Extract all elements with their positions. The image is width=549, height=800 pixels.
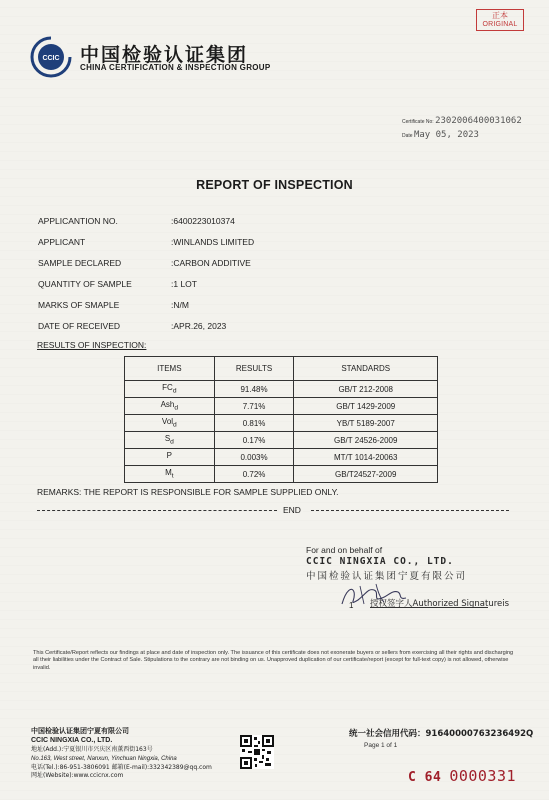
footer-website: 网址(Website):www.ccicnx.com: [31, 772, 124, 780]
signature-block: [306, 545, 467, 582]
standard-cell: MT/T 1014-20063: [294, 449, 438, 466]
report-title: REPORT OF INSPECTION: [196, 178, 353, 192]
logo-text: CCIC: [42, 55, 60, 62]
results-table: [124, 356, 438, 483]
item-subscript: t: [171, 472, 174, 480]
item-subscript: d: [170, 438, 174, 446]
result-cell: 0.17%: [214, 432, 294, 449]
original-stamp-en: ORIGINAL: [482, 21, 518, 28]
item-subscript: d: [173, 421, 177, 429]
item-cell: [125, 398, 215, 415]
results-header-row: [125, 357, 438, 381]
item-name: Ash: [160, 400, 175, 410]
field-value-sample-declared: :CARBON ADDITIVE: [171, 258, 251, 268]
original-stamp-zh: 正本: [492, 11, 508, 20]
field-label-date-received: DATE OF RECEIVED: [38, 321, 121, 331]
footer-name-zh: 中国检验认证集团宁夏有限公司: [31, 727, 129, 735]
authorized-signature-label: 授权签字人Authorized Signatureis: [370, 599, 510, 609]
field-value-applicant: :WINLANDS LIMITED: [171, 237, 255, 247]
standard-cell: GB/T 212-2008: [294, 381, 438, 398]
serial-number: [408, 767, 516, 785]
certificate-number-value: 2302006400031062: [435, 116, 522, 126]
signature-mark: 1: [349, 601, 354, 610]
certificate-number: [402, 116, 522, 126]
field-value-marks: :N/M: [171, 300, 189, 310]
table-row: [125, 398, 438, 415]
item-name: P: [166, 451, 172, 461]
footer-address-zh: 地址(Add.):宁夏银川市兴庆区南薰西街163号: [31, 746, 153, 754]
item-cell: [125, 466, 215, 483]
standard-cell: YB/T 5189-2007: [294, 415, 438, 432]
footer-contact: 电话(Tel.):86-951-3806091 邮箱(E-mail):332342389@qq.com: [31, 763, 212, 771]
table-row: [125, 449, 438, 466]
ccic-logo-icon: [30, 36, 72, 78]
field-value-application-no: :6400223010374: [171, 216, 235, 226]
results-heading: RESULTS OF INSPECTION:: [37, 340, 147, 350]
field-label-marks: MARKS OF SMAPLE: [38, 300, 120, 310]
item-name: M: [165, 468, 172, 478]
item-cell: [125, 415, 215, 432]
result-cell: 7.71%: [214, 398, 294, 415]
result-cell: 91.48%: [214, 381, 294, 398]
end-dash-right: [311, 510, 509, 511]
header-items: ITEMS: [125, 357, 215, 381]
table-row: [125, 466, 438, 483]
page-indicator: Page 1 of 1: [364, 742, 398, 749]
end-dash-left: [37, 510, 277, 511]
standard-cell: GB/T 24526-2009: [294, 432, 438, 449]
serial-prefix: C 64: [408, 770, 442, 785]
standard-cell: GB/T 1429-2009: [294, 398, 438, 415]
footer-company-info: [31, 726, 212, 781]
brand-name-en: CHINA CERTIFICATION & INSPECTION GROUP: [80, 63, 271, 72]
serial-value: 0000331: [449, 767, 517, 785]
company-name-en: CCIC NINGXIA CO., LTD.: [306, 556, 454, 567]
on-behalf-text: For and on behalf of: [306, 545, 383, 555]
end-separator: [37, 505, 509, 515]
table-row: [125, 381, 438, 398]
company-name-zh: 中国检验认证集团宁夏有限公司: [306, 571, 468, 582]
item-subscript: d: [174, 404, 179, 412]
item-cell: [125, 381, 215, 398]
field-label-quantity: QUANTITY OF SAMPLE: [38, 279, 132, 289]
table-row: [125, 415, 438, 432]
standard-cell: GB/T24527-2009: [294, 466, 438, 483]
brand-name-zh: 中国检验认证集团: [80, 44, 249, 66]
field-value-quantity: :1 LOT: [171, 279, 197, 289]
item-name: FC: [162, 383, 173, 393]
field-label-sample-declared: SAMPLE DECLARED: [38, 258, 122, 268]
end-label: END: [283, 505, 301, 515]
header-standards: STANDARDS: [294, 357, 438, 381]
credit-code: 统一社会信用代码：91640000763236492Q: [349, 729, 534, 739]
certificate-date-value: May 05, 2023: [413, 130, 479, 140]
item-subscript: d: [172, 387, 177, 395]
footer-name-en: CCIC NINGXIA CO., LTD.: [31, 737, 113, 745]
original-stamp: [476, 9, 524, 31]
header-results: RESULTS: [214, 357, 294, 381]
field-label-application-no: APPLICANTION NO.: [38, 216, 118, 226]
certificate-number-label: Certificate No:: [402, 119, 434, 125]
disclaimer: This Certificate/Report reflects our findings at place and date of inspection only. The issuance of this certificate does not exonerate buyers or sellers from exercising all their rights and discharging all their liabilities under the Contract of Sale. Stipulations to the contrary are not binding on us. Unapproved duplication of our certificate/report (except for full-text copy) is not allowed, otherwise invalid.: [33, 650, 514, 671]
field-value-date-received: :APR.26, 2023: [171, 321, 227, 331]
item-name: S: [164, 434, 171, 444]
certificate-date-label: Date: [402, 133, 413, 139]
field-label-applicant: APPLICANT: [38, 237, 86, 247]
certificate-date: [402, 130, 479, 140]
item-cell: [125, 432, 215, 449]
footer-address-en: No.163, West street, Nanxun, Yinchuan Ningxia, China: [31, 755, 177, 762]
item-name: Vol: [161, 417, 174, 427]
qr-code-icon: [240, 735, 274, 769]
table-row: [125, 432, 438, 449]
result-cell: 0.003%: [214, 449, 294, 466]
item-cell: [125, 449, 215, 466]
remarks: REMARKS: THE REPORT IS RESPONSIBLE FOR SAMPLE SUPPLIED ONLY.: [37, 487, 339, 497]
result-cell: 0.81%: [214, 415, 294, 432]
signature-line: [370, 607, 488, 608]
result-cell: 0.72%: [214, 466, 294, 483]
